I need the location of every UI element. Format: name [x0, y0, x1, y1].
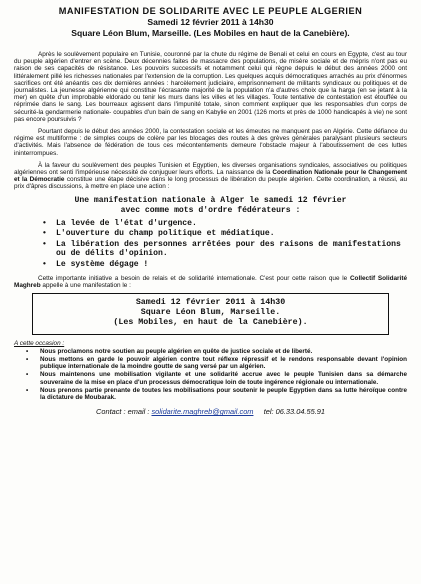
bullet-icon: • [42, 239, 47, 249]
box-landmark: (Les Mobiles, en haut de la Canebière). [113, 318, 308, 328]
bullet-icon: • [42, 260, 47, 270]
slogan-text: La levée de l'état d'urgence. [56, 218, 197, 228]
announcement-line-2: avec comme mots d'ordre fédérateurs : [120, 205, 301, 215]
bullet-icon: • [42, 229, 47, 239]
support-title: A cette occasion : [14, 339, 65, 347]
support-text: Nous mettons en garde le pouvoir algérien contre tout réflexe répressif et le rendons responsable devant l'opinion publique internationale de la moindre goutte de sang versé par un algérien. [40, 356, 407, 371]
slogan-item [42, 219, 407, 229]
bullet-icon: • [26, 371, 29, 379]
bullet-icon: • [26, 356, 29, 364]
support-item [24, 387, 407, 401]
slogan-list [42, 219, 407, 270]
bullet-icon: • [26, 347, 29, 355]
slogan-item [42, 229, 407, 239]
bullet-icon: • [42, 218, 47, 228]
contact-line [14, 407, 407, 416]
paragraph-coordination [14, 162, 407, 191]
relay-text-before: Cette importante initiative a besoin de relais et de solidarité internationale. C'est pour cette raison que le [38, 274, 350, 282]
slogan-item [42, 260, 407, 270]
header-date: Samedi 12 février 2011 à 14h30 [147, 17, 274, 27]
relay-text-after: appelle à une manifestation le : [40, 281, 131, 289]
support-section [14, 340, 407, 402]
coordination-paragraph-text: À la faveur du soulèvement des peuples Tunisien et Egyptien, les diverses organisations syndicales, associatives ou politiques algériennes ont senti l'impérieuse nécessité de conjuguer leurs efforts. La naissance de la Coordination Nationale pour le Changement et la Démocratie constitue une étape décisive dans le long processus de libération du peuple algérien. Cette coordination, a réussi, au prix d'âpres discussions, à mettre en place une action : [14, 161, 407, 191]
header-title: MANIFESTATION DE SOLIDARITE AVEC LE PEUPLE ALGERIEN [58, 6, 363, 16]
support-item [24, 348, 407, 355]
box-square: Square Léon Blum, Marseille. [140, 308, 281, 318]
slogan-item [42, 240, 407, 259]
support-text: Nous proclamons notre soutien au peuple algérien en quête de justice sociale et de liberté. [40, 347, 313, 355]
paragraph-relay [14, 275, 407, 289]
national-demonstration-announcement [14, 196, 407, 216]
contact-label: Contact : email : [96, 407, 150, 417]
marseille-demonstration-box [32, 293, 389, 335]
announcement-line-1: Une manifestation nationale à Alger le samedi 12 février [74, 195, 347, 205]
paragraph-uprising: Après le soulèvement populaire en Tunisie, couronné par la chute du régime de Benali et celui en cours en Egypte, c'est au tour du peuple algérien d'entrer en scène. Deux décennies faites de massacre des populations, de misère sociale et de mépris n'ont pas eu raison de ses capacités de résistance. Les pouvoirs successifs et notamment celui qui règne depuis le début des années 2000 ont littéralement pillé les richesses nationales par l'extension de la corruption. Les quelques acquis démocratiques arrachés au prix d'énormes sacrifices ont été anéantis ces dix dernières années : harcèlement judiciaire, emprisonnement de militants syndicaux ou politiques et de journalistes. La jeunesse algérienne qui constitue l'écrasante majorité de la population n'a d'autres choix que la harga (en se jetant à la mer) en quête d'un improbable eldorado ou tenir les murs dans les villes et les villages. Toute tentative de contestation est étouffée ou réprimée dans le sang. Les bourreaux agissent dans l'impunité totale, sinon comment expliquer que les responsables d'un corps de sécurité-la gendarmerie nationale- coupables d'un bain de sang en Kabylie en 2001 (126 morts et près de 1000 handicapés à vie) ne sont pas encore poursuivis ? [14, 51, 407, 123]
slogan-text: Le système dégage ! [56, 260, 149, 270]
header-location: Square Léon Blum, Marseille. (Les Mobiles en haut de la Canebière). [71, 28, 350, 38]
support-list [24, 348, 407, 401]
support-text: Nous prenons partie prenante de toutes les mobilisations pour soutenir le peuple Egyptien dans sa lutte héroïque contre la dictature de Moubarak. [40, 386, 407, 402]
slogan-text: L'ouverture du champ politique et médiatique. [56, 229, 275, 239]
bullet-icon: • [26, 386, 29, 394]
paragraph-contestation: Pourtant depuis le début des années 2000, la contestation sociale et les émeutes ne manquent pas en Algérie. Cette défiance du régime est multiforme : de simples coups de colère par les blocages des routes à des grèves générales paralysant plusieurs secteurs d'activités. Mais l'absence de fédération de tous ces mécontentements demeure l'obstacle majeur à l'aboutissement de ces luttes ininterrompues. [14, 128, 407, 157]
collectif-name: Collectif Solidarité Maghreb [14, 274, 407, 289]
support-item [24, 371, 407, 385]
coordination-name: Coordination Nationale pour le Changement et la Démocratie [14, 169, 407, 184]
box-date: Samedi 12 février 2011 à 14h30 [135, 298, 286, 308]
support-text: Nous maintenons une mobilisation vigilante et une solidarité accrue avec le peuple Tunisien dans sa démarche souveraine de la mise en place d'un processus démocratique loin de toute ingérence régionale ou internationale. [40, 371, 407, 386]
slogan-text: La libération des personnes arrêtées pour des raisons de manifestations ou de délits d'opinion. [56, 239, 401, 259]
leaflet-header [14, 6, 407, 39]
support-item [24, 356, 407, 370]
contact-email-link[interactable]: solidarite.maghreb@gmail.com [151, 407, 254, 417]
contact-phone: tel: 06.33.04.55.91 [263, 407, 325, 417]
